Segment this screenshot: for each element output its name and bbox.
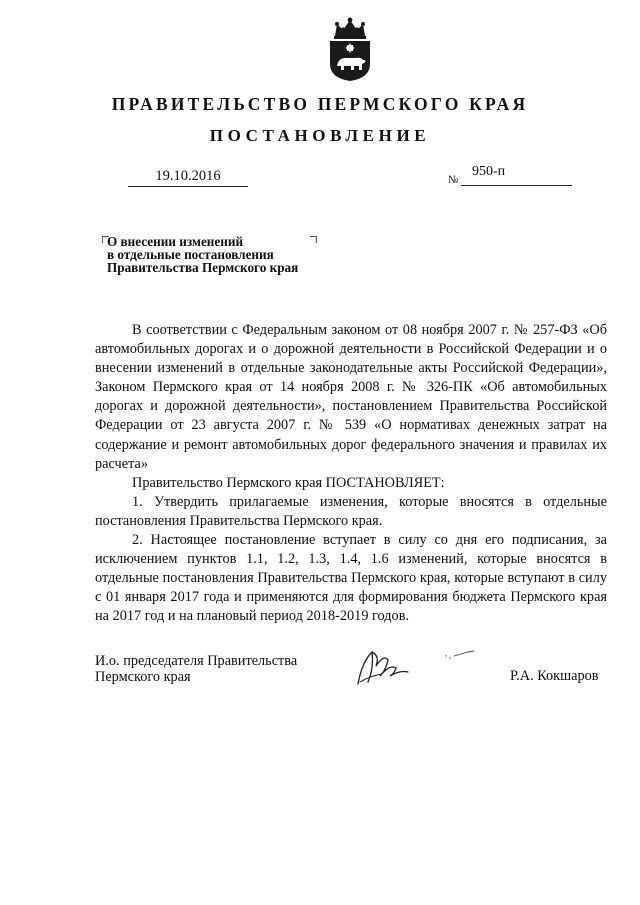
position-line: Пермского края: [95, 669, 191, 685]
number-field: [448, 164, 572, 188]
handwritten-signature: [350, 642, 500, 692]
subject-heading: [107, 235, 298, 274]
body-paragraph-preamble: В соответствии с Федеральным законом от 08 ноября 2007 г. № 257-ФЗ «Об автомобильных дорогах и о дорожной деятельности в Российской Федерации и о внесении изменений в отдельные законодательные акты Российской Федерации», Законом Пермского края от 14 ноября 2008 г. № 326-ПК «Об автомобильных дорогах и дорожной деятельности», постановлением Правительства Российской Федерации от 23 августа 2007 г. № 539 «О нормативах денежных затрат на содержание и ремонт автомобильных дорог федерального значения и правилах их расчета»: [95, 322, 607, 472]
coat-of-arms-icon: [325, 16, 375, 82]
number-sign: №: [448, 174, 459, 186]
document-type: ПОСТАНОВЛЕНИЕ: [209, 126, 431, 145]
signatory-name: Р.А. Кокшаров: [510, 668, 599, 684]
subject-line: О внесении изменений: [107, 234, 244, 249]
signatory-position: [95, 653, 297, 685]
document-body: [95, 321, 607, 627]
body-paragraph-item-2: 2. Настоящее постановление вступает в силу со дня его подписания, за исключением пунктов 1.1, 1.2, 1.3, 1.4, 1.6 изменений, которые вносятся в отдельные постановления Правительства Пермского края, которые вступают в силу с 01 января 2017 года и применяются для формирования бюджета Пермского края на 2017 год и на плановый период 2018-2019 годов.: [95, 532, 607, 625]
subject-corner-right: [310, 236, 317, 243]
document-date: 19.10.2016: [155, 168, 221, 184]
document-number: 950-п: [472, 164, 506, 179]
date-underline: [128, 186, 248, 187]
body-paragraph-item-1: 1. Утвердить прилагаемые изменения, которые вносятся в отдельные постановления Правительства Пермского края.: [95, 493, 607, 529]
government-title: ПРАВИТЕЛЬСТВО ПЕРМСКОГО КРАЯ: [111, 94, 529, 114]
body-paragraph-resolves: Правительство Пермского края ПОСТАНОВЛЯЕТ:: [132, 474, 445, 491]
number-underline: [461, 185, 572, 186]
subject-line: в отдельные постановления: [107, 247, 274, 262]
position-line: И.о. председателя Правительства: [95, 653, 298, 669]
subject-line: Правительства Пермского края: [107, 260, 299, 275]
date-field: [128, 168, 248, 187]
